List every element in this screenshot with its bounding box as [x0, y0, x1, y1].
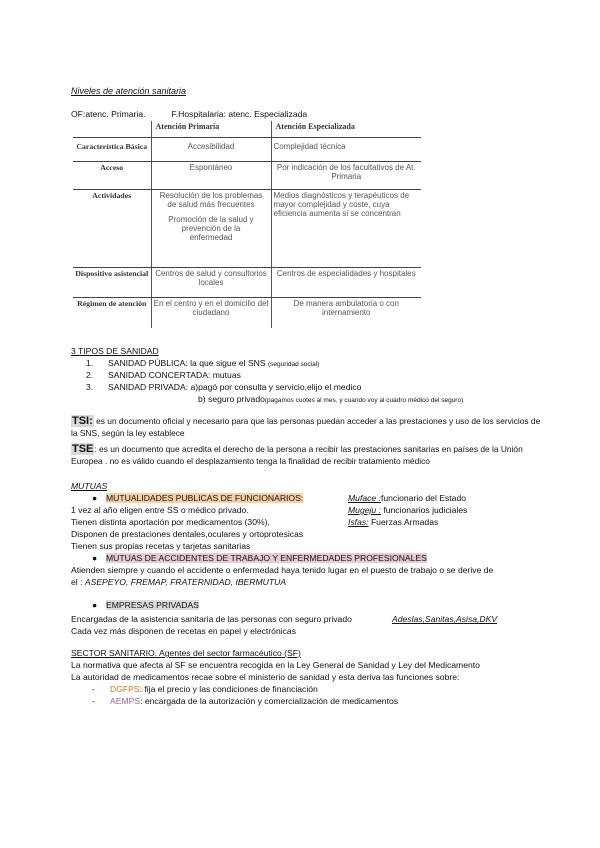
tipos-text: SANIDAD PÚBLICA: la que sigue el SNS — [108, 358, 266, 368]
cell-primaria — [151, 190, 271, 268]
mugeju-value: funcionarios judiciales — [383, 505, 468, 515]
mutuas-line-5: Atienden siempre y cuando el accidente o enfermedad haya tenido lugar en el puesto de trabajo o se derive de — [71, 565, 494, 575]
org-dgfps: DGFPS — [110, 684, 140, 694]
mutuas-line-2: Tienen distinta aportación por medicamentos (30%), — [71, 517, 270, 527]
mutuas-line-1: 1 vez al año eligen entre SS o médico privado. — [71, 505, 249, 515]
cell-primaria-text-2: Promoción de la salud y prevención de la enfermedad — [168, 215, 254, 242]
cell-especializada: Complejidad técnica — [271, 138, 421, 162]
tipos-text: SANIDAD CONCERTADA: mutuas — [108, 370, 241, 380]
muface-value: funcionario del Estado — [380, 493, 467, 503]
mutuas-bullet-3 — [92, 600, 199, 610]
tipos-item-3 — [86, 382, 361, 392]
table-row — [73, 268, 421, 298]
sector-line-1: La normativa que afecta al SF se encuentra recogida en la Ley General de Sanidad y Ley del Medicamento — [71, 660, 480, 670]
mutuas-line-3: Disponen de prestaciones dentales,oculares y ortoprotesicas — [71, 529, 304, 539]
table-row — [73, 138, 421, 162]
tipos-item-2 — [86, 370, 241, 380]
isfas-value: Fuerzas Armadas — [370, 517, 439, 527]
cell-especializada: De manera ambulatoria o con internamiento — [293, 299, 399, 317]
row-label: Característica Básica — [73, 138, 151, 162]
mutuas-bullet-1 — [92, 493, 303, 503]
tsi-text: es un documento oficial y necesario para que las personas puedan acceder a las prestaciones y uso de los servicios de la SNS, según la ley establece — [71, 416, 541, 438]
row-label: Régimen de atención — [73, 298, 151, 328]
cell-especializada: Medios diagnósticos y terapéuticos de mayor complejidad y coste, cuya eficiencia aumenta si se concentran — [271, 190, 421, 268]
cell-primaria: Espontáneo — [151, 162, 271, 190]
tipos-text: SANIDAD PRIVADA: a)pagó por consulta y servicio,elijo el medico — [108, 382, 362, 392]
bullet-icon: ● — [92, 553, 98, 563]
bullet-icon: ● — [92, 493, 98, 503]
cell-especializada: Centros de especialidades y hospitales — [271, 268, 421, 298]
sector-line-2: La autoridad de medicamentos recae sobre el ministerio de sanidad y esta deriva las funciones sobre: — [71, 672, 460, 682]
mutualidades-heading: MUTUALIDADES PUBLICAS DE FUNCIONARIOS: — [106, 493, 304, 503]
row-label: Actividades — [73, 190, 151, 268]
page-title: Niveles de atención sanitaria — [71, 86, 187, 96]
mutuas-title: MUTUAS — [71, 481, 108, 491]
tse-text: : es un documento que acredita el derecho de la persona a recibir las prestaciones sanitarias en países de la Unión Europea . no es válido cuando el desplazamiento tenga la finalidad de recibir tratamiento médico — [71, 444, 523, 466]
mutuas-line-6-prefix: el : — [71, 577, 85, 587]
mutuas-line-7: Encargadas de la asistencia sanitaria de las personas con seguro privado — [71, 614, 352, 624]
insurers-list: Adeslas,Sanitas,Asisa,DKV — [392, 614, 498, 624]
table-header-empty — [73, 121, 151, 138]
mugeju-line — [348, 505, 467, 515]
org-dgfps-text: : fija el precio y las condiciones de financiación — [139, 684, 318, 694]
isfas-key: Isfas: — [348, 517, 369, 527]
isfas-line — [348, 517, 438, 527]
muface-key: Muface : — [348, 493, 381, 503]
table-header-primaria: Atención Primaria — [151, 121, 271, 138]
mutuas-bullet-2 — [92, 553, 427, 563]
tipos-num: 3. — [86, 382, 94, 392]
tsi-tag: TSI: — [72, 415, 93, 427]
table-row — [73, 298, 421, 328]
org-aemps-text: : encargada de la autorización y comercialización de medicamentos — [140, 696, 399, 706]
mugeju-key: Mugeju : — [348, 505, 381, 515]
table-row — [73, 190, 421, 268]
tipos-sub-b-text: b) seguro privado — [198, 394, 265, 404]
intro-hospitalaria: F.Hospitalaria: atenc. Especializada — [171, 109, 308, 119]
intro-line — [71, 109, 307, 119]
tipos-sub-b-note: (pagamos cuotes al mes, y cuando voy al cuadro médico del seguro) — [264, 397, 464, 404]
bullet-icon: ● — [92, 600, 98, 610]
dash-marker: - — [92, 696, 95, 706]
muface-line — [348, 493, 466, 503]
tipos-sub-b — [198, 394, 463, 404]
mutuas-line-6 — [71, 577, 286, 587]
tipos-title: 3 TIPOS DE SANIDAD — [71, 346, 159, 356]
intro-primaria: OF:atenc. Primaria. — [71, 109, 146, 119]
table-header-row — [73, 121, 421, 138]
tipos-num: 1. — [86, 358, 94, 368]
cell-primaria: Centros de salud y consultorios locales — [151, 268, 271, 298]
tsi-paragraph — [71, 415, 541, 439]
tipos-num: 2. — [86, 370, 94, 380]
cell-primaria-text-1: Resolución de los problemas de salud más frecuentes — [159, 191, 263, 209]
empresas-heading: EMPRESAS PRIVADAS — [106, 600, 199, 610]
tipos-note: (seguridad social) — [268, 361, 320, 368]
mutuas-line-4: Tienen sus propias recetas y tarjetas sanitarias — [71, 541, 251, 551]
sector-title: SECTOR SANITARIO. Agentes del sector farmacéutico (SF) — [71, 648, 301, 658]
accidentes-heading: MUTUAS DE ACCIDENTES DE TRABAJO Y ENFERMEDADES PROFESIONALES — [106, 553, 427, 563]
table-row — [73, 162, 421, 190]
cell-especializada: Por indicación de los facultativos de At. Primaria — [271, 162, 421, 190]
sector-item-aemps — [92, 696, 398, 706]
cell-primaria: En el centro y en el domicilio del ciudadano — [151, 298, 271, 328]
org-aemps: AEMPS — [110, 696, 141, 706]
tse-tag: TSE — [72, 443, 94, 455]
levels-table — [73, 121, 421, 328]
mutuas-companies: ASEPEYO, FREMAP, FRATERNIDAD, IBERMUTUA — [84, 577, 287, 587]
row-label: Dispositivo asistencial — [73, 268, 151, 298]
tse-paragraph — [71, 443, 541, 467]
dash-marker: - — [92, 684, 95, 694]
cell-primaria: Accesibilidad — [151, 138, 271, 162]
mutuas-line-8: Cada vez más disponen de recetas en papel y electrónicas — [71, 626, 297, 636]
table-header-especializada: Atención Especializada — [271, 121, 421, 138]
row-label: Acceso — [73, 162, 151, 190]
tipos-item-1 — [86, 358, 319, 368]
sector-item-dgfps — [92, 684, 318, 694]
